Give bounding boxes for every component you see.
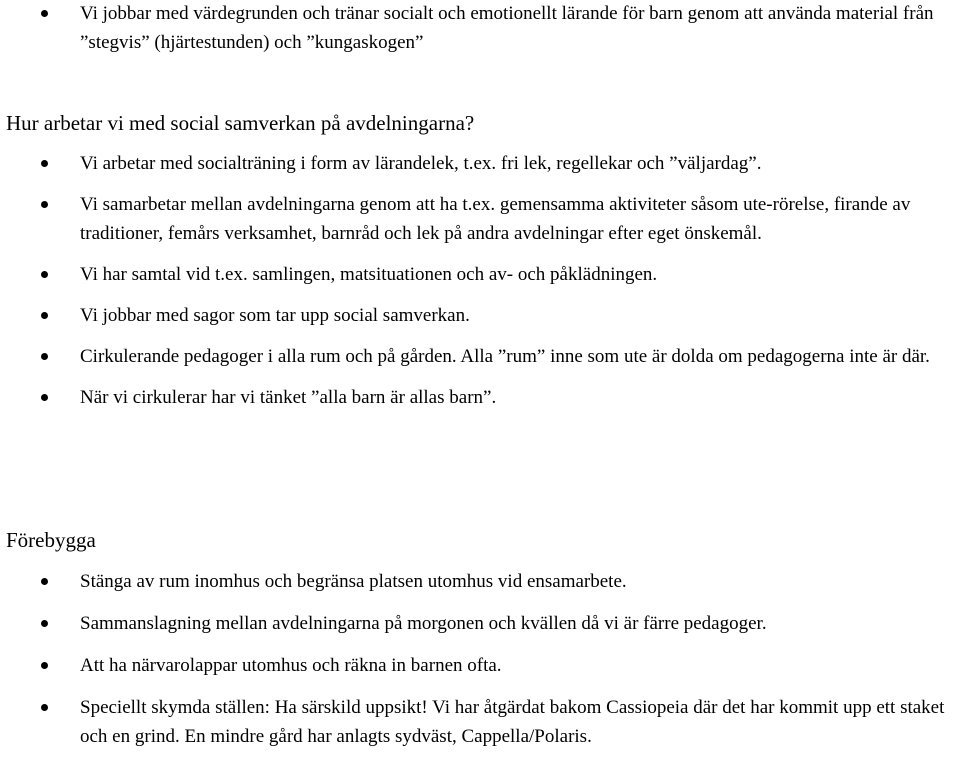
bullet-icon bbox=[41, 10, 48, 17]
list-item-text: Cirkulerande pedagoger i alla rum och på gården. Alla ”rum” inne som ute är dolda om pedagogerna inte är där. bbox=[80, 346, 930, 367]
list-item bbox=[0, 149, 960, 178]
list-item bbox=[0, 301, 960, 330]
list-item-text: Sammanslagning mellan avdelningarna på morgonen och kvällen då vi är färre pedagoger. bbox=[80, 613, 767, 634]
list-item bbox=[0, 651, 960, 680]
prevention-list bbox=[0, 567, 960, 764]
values-list bbox=[0, 0, 960, 57]
bullet-icon bbox=[41, 160, 48, 167]
list-item bbox=[0, 190, 960, 248]
list-item bbox=[0, 693, 960, 751]
section-heading-social: Hur arbetar vi med social samverkan på avdelningarna? bbox=[6, 111, 475, 135]
list-item-text: Att ha närvarolappar utomhus och räkna in barnen ofta. bbox=[80, 655, 502, 676]
bullet-icon bbox=[41, 662, 48, 669]
list-item bbox=[0, 609, 960, 638]
section-heading-prevent: Förebygga bbox=[6, 528, 96, 552]
list-item-text: Stänga av rum inomhus och begränsa platsen utomhus vid ensamarbete. bbox=[80, 571, 627, 592]
list-item-text: Vi arbetar med socialträning i form av lärandelek, t.ex. fri lek, regellekar och ”väljardag”. bbox=[80, 153, 762, 174]
bullet-icon bbox=[41, 578, 48, 585]
bullet-icon bbox=[41, 312, 48, 319]
list-item bbox=[0, 383, 960, 412]
bullet-icon bbox=[41, 271, 48, 278]
list-item bbox=[0, 0, 960, 57]
list-item-text: Vi har samtal vid t.ex. samlingen, matsituationen och av- och påklädningen. bbox=[80, 264, 658, 285]
bullet-icon bbox=[41, 201, 48, 208]
list-item bbox=[0, 342, 960, 371]
list-item-text: Vi jobbar med sagor som tar upp social samverkan. bbox=[80, 305, 470, 326]
list-item bbox=[0, 567, 960, 596]
bullet-icon bbox=[41, 353, 48, 360]
bullet-icon bbox=[41, 394, 48, 401]
list-item-text: När vi cirkulerar har vi tänket ”alla barn är allas barn”. bbox=[80, 387, 497, 408]
social-list bbox=[0, 149, 960, 424]
bullet-icon bbox=[41, 620, 48, 627]
list-item-text: Speciellt skymda ställen: Ha särskild uppsikt! Vi har åtgärdat bakom Cassiopeia där det har kommit upp ett staket och en grind. En mindre gård har anlagts sydväst, Cappella/Polaris. bbox=[80, 697, 945, 747]
list-item bbox=[0, 260, 960, 289]
bullet-icon bbox=[41, 704, 48, 711]
list-item-text: Vi jobbar med värdegrunden och tränar socialt och emotionellt lärande för barn genom att använda material från ”stegvis” (hjärtestunden) och ”kungaskogen” bbox=[80, 3, 934, 53]
list-item-text: Vi samarbetar mellan avdelningarna genom att ha t.ex. gemensamma aktiviteter såsom ute-rörelse, firande av traditioner, femårs verksamhet, barnråd och lek på andra avdelningar efter eget önskemål. bbox=[80, 194, 911, 244]
